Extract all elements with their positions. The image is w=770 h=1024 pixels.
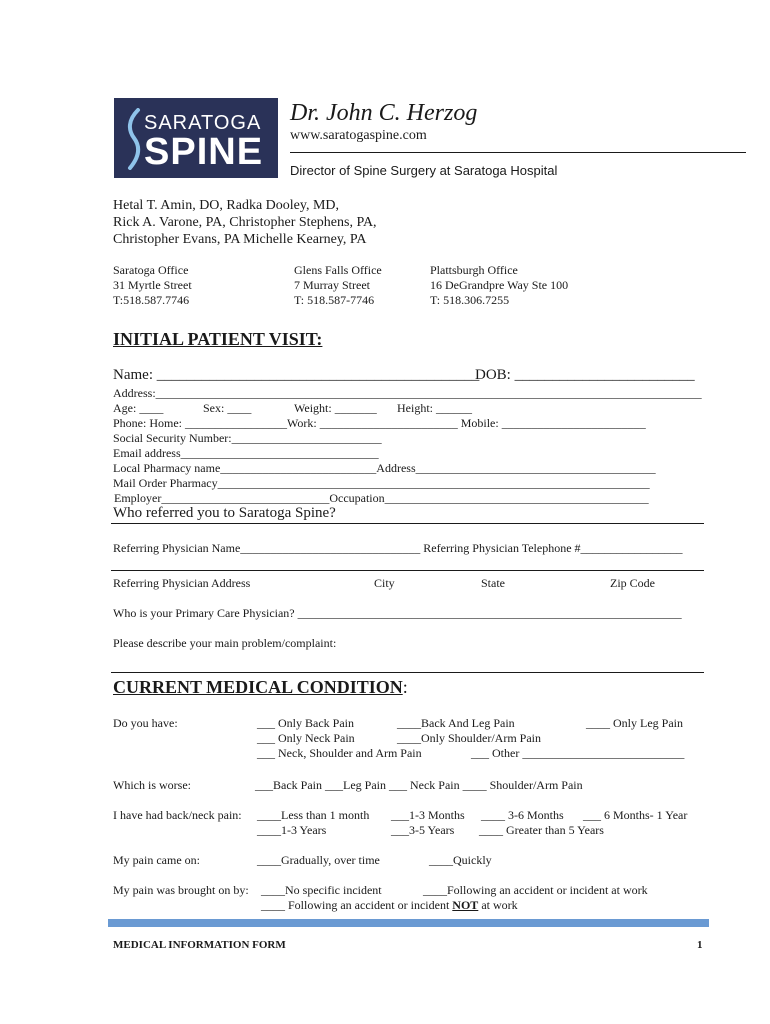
do-you-have-label: Do you have: [113,716,178,730]
employer-field[interactable]: Employer____________________________Occupation____________________________________________ [114,491,649,505]
staff-line-1: Hetal T. Amin, DO, Radka Dooley, MD, [113,198,340,213]
option-6-months-1-year[interactable]: ___ 6 Months- 1 Year [583,808,688,822]
weight-field[interactable]: Weight: _______ [294,401,377,415]
saratoga-spine-logo [114,98,278,178]
option-only-leg-pain[interactable]: ____ Only Leg Pain [586,716,683,730]
option-3-5-years[interactable]: ___3-5 Years [391,823,455,837]
pain-duration-label: I have had back/neck pain: [113,808,242,822]
office-street: 7 Murray Street [294,278,370,292]
doctor-title: Director of Spine Surgery at Saratoga Hospital [290,163,558,178]
heading-colon: : [402,677,408,697]
office-plattsburgh [430,263,568,308]
option-gradually[interactable]: ____Gradually, over time [257,853,380,867]
referring-physician-fields[interactable]: Referring Physician Name______________________________ Referring Physician Telephone #_________________ [113,541,683,555]
section-heading-medical-condition [113,677,408,698]
sex-field[interactable]: Sex: ____ [203,401,252,415]
office-phone: T:518.587.7746 [113,293,190,307]
which-worse-options[interactable]: ___Back Pain ___Leg Pain ___ Neck Pain ____ Shoulder/Arm Pain [255,778,583,792]
option-no-specific-incident[interactable]: ____No specific incident [261,883,382,897]
staff-line-2: Rick A. Varone, PA, Christopher Stephens, PA, [113,215,377,230]
staff-line-3: Christopher Evans, PA Michelle Kearney, PA [113,232,367,247]
doctor-name: Dr. John C. Herzog [290,100,478,126]
phone-fields[interactable]: Phone: Home: _________________Work: _______________________ Mobile: ________________________ [113,416,646,430]
office-name: Saratoga Office [113,263,189,277]
footer-bar [108,919,709,927]
logo-text-spine: SPINE [144,131,264,173]
option-text-pre: ____ Following an accident or incident [261,898,453,912]
mail-order-pharmacy-field[interactable]: Mail Order Pharmacy________________________________________________________________________ [113,476,650,490]
height-field[interactable]: Height: ______ [397,401,472,415]
primary-care-field[interactable]: Who is your Primary Care Physician? ________________________________________________________________ [113,606,682,620]
footer-form-title: MEDICAL INFORMATION FORM [113,939,286,951]
not-emphasis: NOT [452,898,479,912]
age-field[interactable]: Age: ____ [113,401,164,415]
option-text-post: at work [478,898,518,912]
complaint-label: Please describe your main problem/complaint: [113,636,337,650]
option-other[interactable]: ___ Other ___________________________ [471,746,685,760]
option-only-back-pain[interactable]: ___ Only Back Pain [257,716,354,730]
option-1-3-months[interactable]: ___1-3 Months [391,808,465,822]
address-field[interactable]: Address:___________________________________________________________________________________________ [113,386,702,400]
option-back-and-leg-pain[interactable]: ____Back And Leg Pain [397,716,515,730]
office-phone: T: 518.587-7746 [294,293,375,307]
option-3-6-months[interactable]: ____ 3-6 Months [481,808,564,822]
option-quickly[interactable]: ____Quickly [429,853,492,867]
option-neck-shoulder-arm-pain[interactable]: ___ Neck, Shoulder and Arm Pain [257,746,422,760]
referral-question: Who referred you to Saratoga Spine? [113,505,336,521]
email-field[interactable]: Email address_________________________________ [113,446,379,460]
office-name: Plattsburgh Office [430,263,518,277]
spine-swoosh-icon [124,108,144,170]
referring-state-label: State [481,576,505,590]
referring-city-label: City [374,576,395,590]
header-divider [290,152,746,153]
option-less-than-1-month[interactable]: ____Less than 1 month [257,808,370,822]
office-phone: T: 518.306.7255 [430,293,510,307]
page-number: 1 [697,939,703,951]
option-greater-than-5-years[interactable]: ____ Greater than 5 Years [479,823,604,837]
complaint-divider [111,672,704,673]
local-pharmacy-field[interactable]: Local Pharmacy name__________________________Address________________________________________ [113,461,656,475]
office-glens-falls [294,263,382,308]
office-street: 31 Myrtle Street [113,278,192,292]
office-street: 16 DeGrandpre Way Ste 100 [430,278,569,292]
dob-field[interactable]: DOB: ________________________ [475,367,695,383]
pain-onset-label: My pain came on: [113,853,200,867]
pain-cause-label: My pain was brought on by: [113,883,249,897]
section-heading-initial-visit: INITIAL PATIENT VISIT: [113,329,323,349]
referral-address-line [111,570,704,571]
referral-divider-top [111,523,704,524]
heading-text: CURRENT MEDICAL CONDITION [113,677,403,697]
office-saratoga [113,263,192,308]
option-1-3-years[interactable]: ____1-3 Years [257,823,327,837]
office-name: Glens Falls Office [294,263,382,277]
name-field[interactable]: Name: ___________________________________________ [113,367,480,383]
ssn-field[interactable]: Social Security Number:_________________________ [113,431,382,445]
option-only-neck-pain[interactable]: ___ Only Neck Pain [257,731,355,745]
option-accident-at-work[interactable]: ____Following an accident or incident at work [423,883,648,897]
logo-text-saratoga: SARATOGA [144,112,262,134]
option-accident-not-at-work[interactable] [261,898,518,913]
referring-address-label: Referring Physician Address [113,576,251,590]
option-only-shoulder-arm-pain[interactable]: ____Only Shoulder/Arm Pain [397,731,541,745]
which-worse-label: Which is worse: [113,778,191,792]
referring-zip-label: Zip Code [610,576,655,590]
doctor-website: www.saratogaspine.com [290,128,427,143]
